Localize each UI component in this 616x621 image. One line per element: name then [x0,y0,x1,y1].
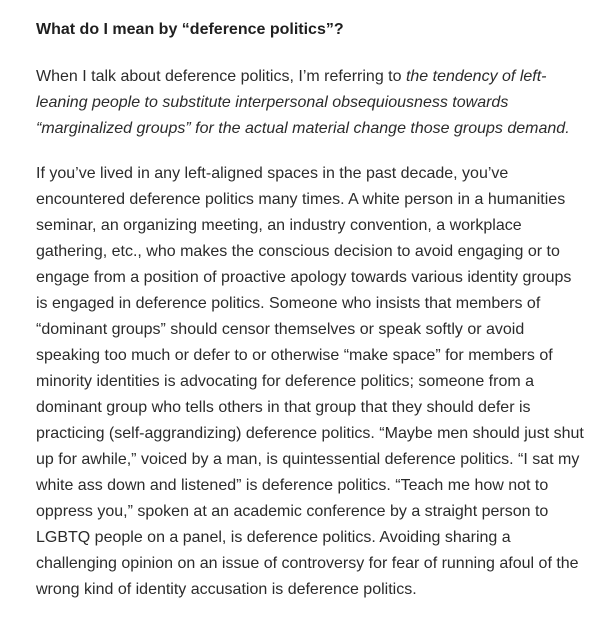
paragraph-line: dominant group who tells others in that group that they should defer is [36,399,531,416]
examples-paragraph [36,161,584,603]
paragraph-line [36,90,570,116]
italic-text: leaning people to substitute interpersonal obsequiousness towards [36,94,509,111]
paragraph-line: is engaged in deference politics. Someone who insists that members of [36,295,541,312]
paragraph-line: engage from a position of proactive apology towards various identity groups [36,269,572,286]
paragraph-line: minority identities is advocating for deference politics; someone from a [36,373,535,390]
paragraph-line [36,64,570,90]
paragraph-line: encountered deference politics many times. A white person in a humanities [36,191,566,208]
paragraph-line: challenging opinion on an issue of controversy for fear of running afoul of the [36,555,579,572]
paragraph-line: practicing (self-aggrandizing) deference politics. “Maybe men should just shut [36,425,584,442]
paragraph-line: If you’ve lived in any left-aligned spaces in the past decade, you’ve [36,165,509,182]
paragraph-line: LGBTQ people on a panel, is deference politics. Avoiding sharing a [36,529,511,546]
paragraph-line: gathering, etc., who makes the conscious decision to avoid engaging or to [36,243,560,260]
paragraph-line [36,116,570,142]
definition-paragraph [36,64,570,142]
paragraph-line: wrong kind of identity accusation is deference politics. [36,581,417,598]
paragraph-line: up for awhile,” voiced by a man, is quintessential deference politics. “I sat my [36,451,580,468]
italic-text: “marginalized groups” for the actual material change those groups demand. [36,120,570,137]
paragraph-line: speaking too much or defer to or otherwise “make space” for members of [36,347,553,364]
paragraph-line: white ass down and listened” is deference politics. “Teach me how not to [36,477,549,494]
plain-text: When I talk about deference politics, I’m referring to [36,68,406,85]
section-heading: What do I mean by “deference politics”? [36,21,344,38]
paragraph-line: “dominant groups” should censor themselves or speak softly or avoid [36,321,525,338]
paragraph-line: seminar, an organizing meeting, an industry convention, a workplace [36,217,522,234]
italic-text: the tendency of left- [405,68,547,85]
paragraph-line: oppress you,” spoken at an academic conference by a straight person to [36,503,549,520]
